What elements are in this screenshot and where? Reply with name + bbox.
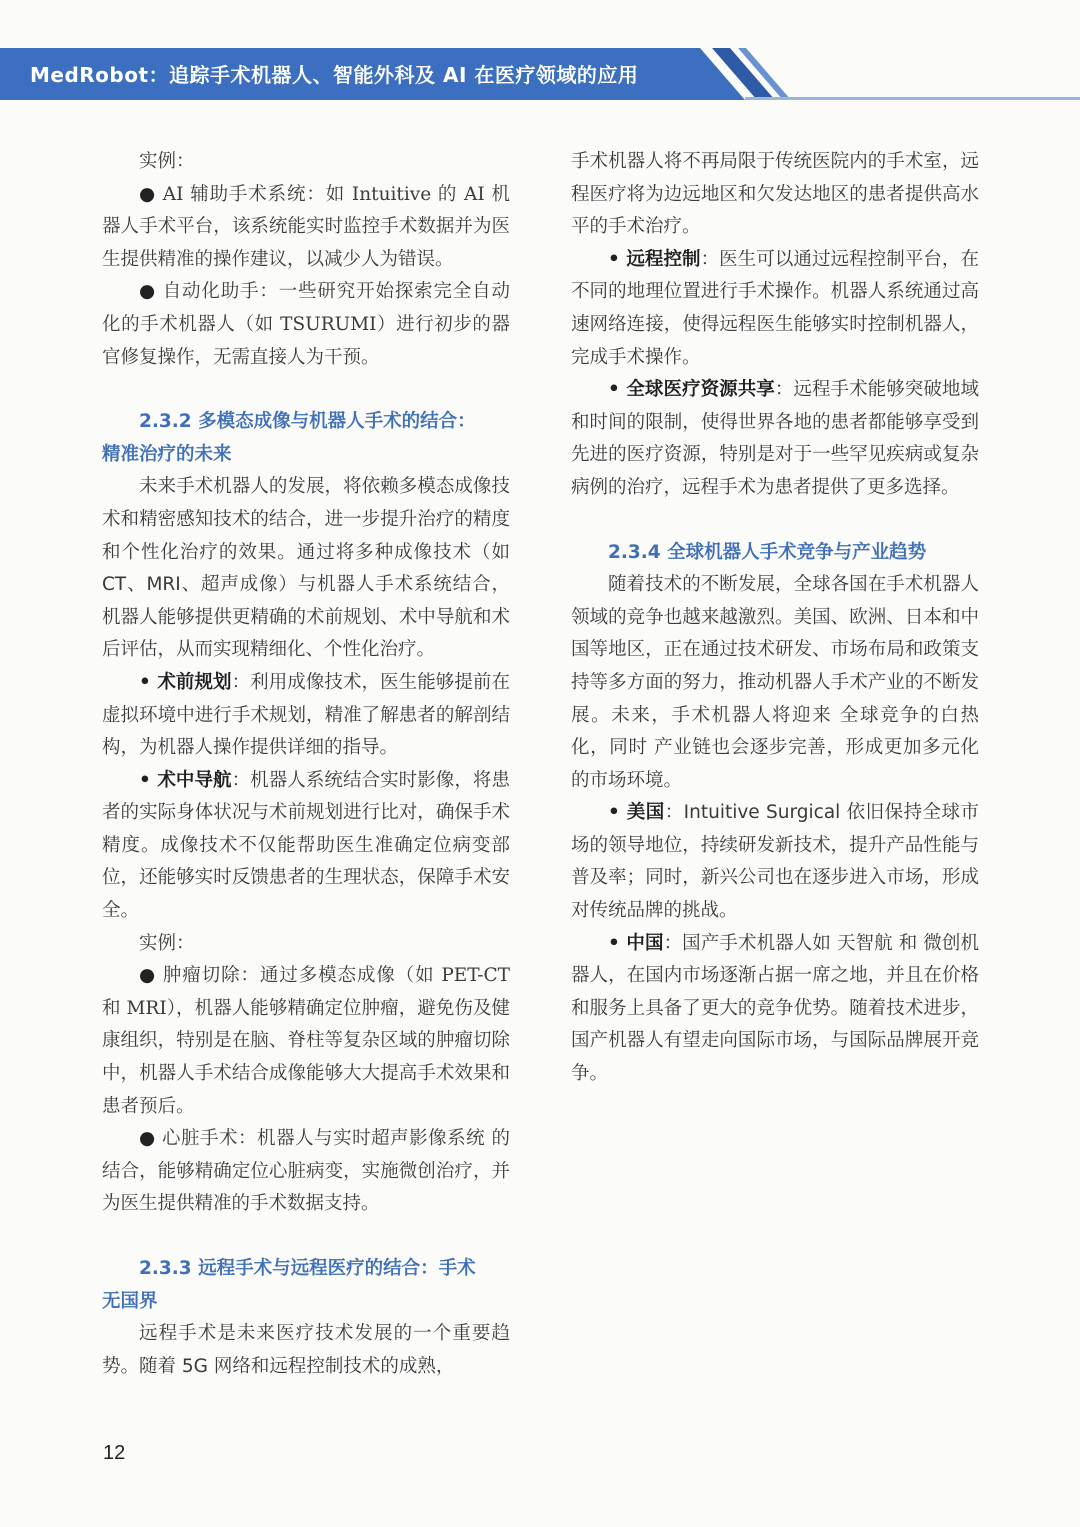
example-label: 实例： bbox=[139, 932, 195, 954]
section-heading-line-2: 精准治疗的未来 bbox=[102, 443, 232, 465]
bullet-item bbox=[571, 374, 979, 504]
example-item-text: 自动化助手：一些研究开始探索完全自动化的手术机器人（如 TSURUMI）进行初步的器官修复操作，无需直接人为干预。 bbox=[102, 281, 510, 368]
right-column bbox=[571, 146, 979, 1091]
spacer bbox=[102, 374, 510, 406]
bullet-item bbox=[102, 667, 510, 765]
bullet-term: 全球医疗资源共享 bbox=[619, 379, 775, 401]
example-item-text: AI 辅助手术系统：如 Intuitive 的 AI 机器人手术平台，该系统能实时监控手术数据并为医生提供精准的操作建议，以减少人为错误。 bbox=[102, 183, 510, 270]
example-item bbox=[102, 179, 510, 277]
bullet-icon: • bbox=[608, 248, 620, 270]
body-paragraph: 未来手术机器人的发展，将依赖多模态成像技术和精密感知技术的结合，进一步提升治疗的精度和个性化治疗的效果。通过将多种成像技术（如 CT、MRI、超声成像）与机器人手术系统结合，机器人能够提供更精确的术前规划、术中导航和术后评估，从而实现精细化、个性化治疗。 bbox=[102, 476, 510, 661]
example-item bbox=[102, 960, 510, 1123]
bullet-item bbox=[102, 765, 510, 928]
section-heading-2-3-3 bbox=[102, 1253, 510, 1318]
bullet-item bbox=[571, 928, 979, 1091]
bullet-text: ：医生可以通过远程控制平台，在不同的地理位置进行手术操作。机器人系统通过高速网络连接，使得远程医生能够实时控制机器人，完成手术操作。 bbox=[571, 248, 979, 368]
bullet-text: ：国产手术机器人如 天智航 和 微创机器人，在国内市场逐渐占据一席之地，并且在价格和服务上具备了更大的竞争优势。随着技术进步，国产机器人有望走向国际市场，与国际品牌展开竞争。 bbox=[571, 932, 979, 1085]
section-heading-line-1: 2.3.3 远程手术与远程医疗的结合：手术 bbox=[139, 1258, 476, 1279]
page-number: 12 bbox=[103, 1442, 126, 1464]
example-item bbox=[102, 276, 510, 374]
bullet-icon: ● bbox=[139, 281, 156, 303]
bullet-icon: • bbox=[608, 379, 620, 401]
spacer bbox=[102, 1221, 510, 1253]
example-item-text: 心脏手术：机器人与实时超声影像系统 的结合，能够精确定位心脏病变，实施微创治疗，并为医生提供精准的手术数据支持。 bbox=[102, 1128, 510, 1215]
bullet-icon: ● bbox=[139, 183, 157, 205]
section-heading-line-1: 2.3.4 全球机器人手术竞争与产业趋势 bbox=[608, 541, 927, 563]
bullet-term: 美国 bbox=[619, 802, 665, 824]
section-heading-line-2: 无国界 bbox=[102, 1290, 158, 1312]
bullet-icon: ● bbox=[139, 1128, 156, 1150]
bullet-icon: ● bbox=[139, 965, 157, 987]
bullet-item bbox=[571, 244, 979, 374]
bullet-item bbox=[571, 797, 979, 927]
body-paragraph-continued: 手术机器人将不再局限于传统医院内的手术室，远程医疗将为边远地区和欠发达地区的患者提供高水平的手术治疗。 bbox=[571, 151, 979, 238]
bullet-term: 中国 bbox=[619, 932, 664, 954]
bullet-icon: • bbox=[139, 671, 151, 693]
spacer bbox=[571, 505, 979, 537]
bullet-text: ：利用成像技术，医生能够提前在虚拟环境中进行手术规划，精准了解患者的解剖结构，为机器人操作提供详细的指导。 bbox=[102, 671, 510, 759]
bullet-icon: • bbox=[608, 802, 620, 824]
example-label: 实例： bbox=[139, 151, 195, 172]
example-item-text: 肿瘤切除：通过多模态成像（如 PET-CT 和 MRI），机器人能够精确定位肿瘤，避免伤及健康组织，特别是在脑、脊柱等复杂区域的肿瘤切除中，机器人手术结合成像能够大大提高手术效果和患者预后。 bbox=[102, 965, 510, 1117]
bullet-icon: • bbox=[139, 769, 151, 791]
bullet-text: ：机器人系统结合实时影像，将患者的实际身体状况与术前规划进行比对，确保手术精度。成像技术不仅能帮助医生准确定位病变部位，还能够实时反馈患者的生理状态，保障手术安全。 bbox=[102, 769, 510, 922]
header-title: MedRobot：追踪手术机器人、智能外科及 AI 在医疗领域的应用 bbox=[30, 63, 639, 87]
section-heading-line-1: 2.3.2 多模态成像与机器人手术的结合： bbox=[139, 411, 476, 433]
bullet-term: 远程控制 bbox=[619, 248, 701, 270]
example-item bbox=[102, 1123, 510, 1221]
section-heading-2-3-4 bbox=[571, 537, 979, 570]
body-paragraph: 远程手术是未来医疗技术发展的一个重要趋势。随着 5G 网络和远程控制技术的成熟， bbox=[102, 1323, 510, 1377]
bullet-icon: • bbox=[608, 932, 620, 954]
header-rule bbox=[745, 97, 1080, 100]
section-heading-2-3-2 bbox=[102, 406, 510, 471]
bullet-term: 术中导航 bbox=[150, 769, 232, 791]
bullet-text: ：Intuitive Surgical 依旧保持全球市场的领导地位，持续研发新技术，提升产品性能与普及率；同时，新兴公司也在逐步进入市场，形成对传统品牌的挑战。 bbox=[571, 802, 979, 922]
body-paragraph: 随着技术的不断发展，全球各国在手术机器人领域的竞争也越来越激烈。美国、欧洲、日本和中国等地区，正在通过技术研发、市场布局和政策支持等多方面的努力，推动机器人手术产业的不断发展。未来，手术机器人将迎来 全球竞争的白热化，同时 产业链也会逐步完善，形成更加多元化的市场环境。 bbox=[571, 574, 979, 791]
left-column bbox=[102, 146, 510, 1383]
bullet-term: 术前规划 bbox=[150, 671, 232, 693]
bullet-text: ：远程手术能够突破地域和时间的限制，使得世界各地的患者都能够享受到先进的医疗资源，特别是对于一些罕见疾病或复杂病例的治疗，远程手术为患者提供了更多选择。 bbox=[571, 379, 979, 498]
